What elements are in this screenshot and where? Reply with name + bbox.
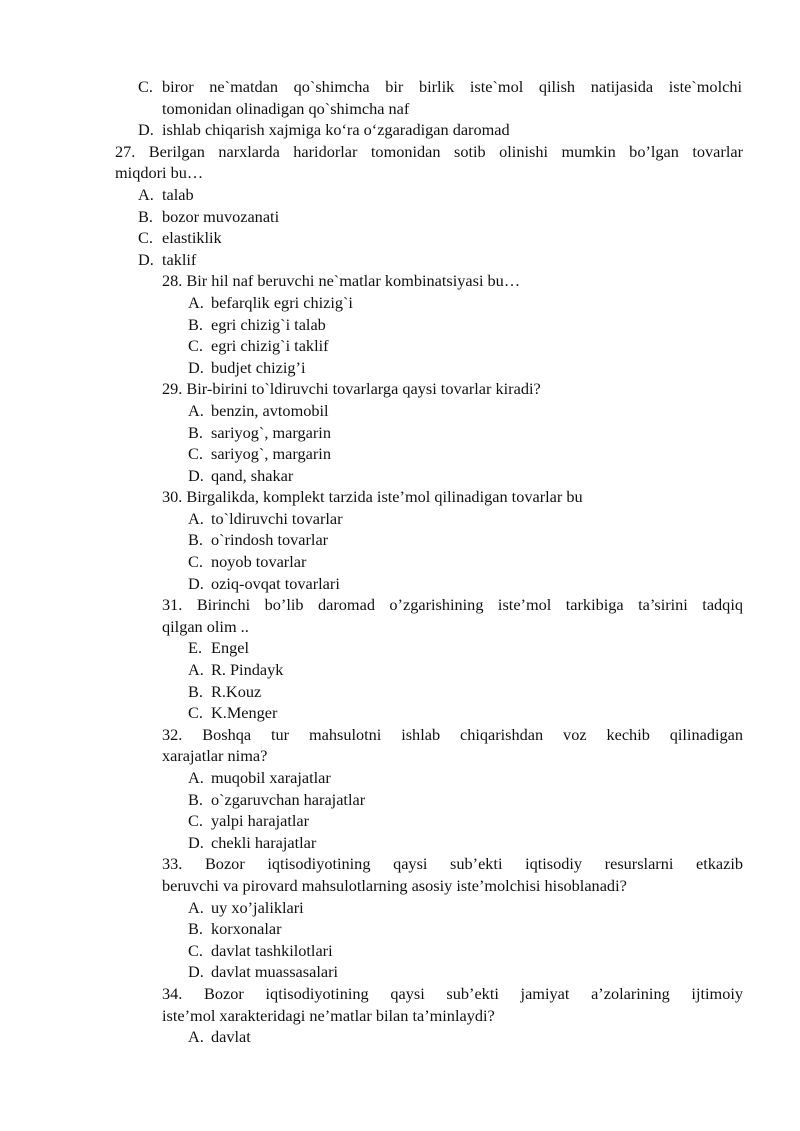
question-text: 34. Bozor iqtisodiyotining qaysi sub’ekti jamiyat a’zolarining ijtimoiy xyxy=(162,983,743,1003)
option-text: Engel xyxy=(211,638,249,658)
option-letter: C. xyxy=(188,336,203,356)
answer-option xyxy=(0,292,800,314)
option-letter: C. xyxy=(188,940,203,960)
option-text: to`ldiruvchi tovarlar xyxy=(211,508,343,528)
answer-option xyxy=(0,702,800,724)
question-line xyxy=(0,486,800,508)
option-letter: A. xyxy=(188,508,204,528)
answer-option xyxy=(0,1026,800,1048)
question-text: 29. Bir-birini to`ldiruvchi tovarlarga qaysi tovarlar kiradi? xyxy=(162,379,541,399)
question-line xyxy=(0,141,800,163)
question-text: beruvchi va pirovard mahsulotlarning asosiy iste’molchisi hisoblanadi? xyxy=(162,875,627,895)
option-letter: B. xyxy=(188,422,203,442)
answer-option xyxy=(0,918,800,940)
option-letter: C. xyxy=(188,552,203,572)
option-letter: A. xyxy=(188,292,204,312)
option-text: korxonalar xyxy=(211,919,282,939)
option-text: davlat tashkilotlari xyxy=(211,940,333,960)
answer-option xyxy=(0,206,800,228)
option-letter: A. xyxy=(188,1027,204,1047)
answer-option xyxy=(0,551,800,573)
question-line xyxy=(0,853,800,875)
option-text: biror ne`matdan qo`shimcha bir birlik iste`mol qilish natijasida iste`molchi xyxy=(162,77,742,96)
answer-option xyxy=(0,443,800,465)
question-text: 28. Bir hil naf beruvchi ne`matlar kombinatsiyasi bu… xyxy=(162,271,521,291)
answer-option xyxy=(0,529,800,551)
option-text: K.Menger xyxy=(211,703,278,723)
option-letter: B. xyxy=(188,530,203,550)
option-continuation xyxy=(0,98,800,120)
question-text: iste’mol xarakteridagi ne’matlar bilan ta’minlaydi? xyxy=(162,1005,495,1025)
option-text: ishlab chiqarish xajmiga ko‘ra o‘zgaradigan daromad xyxy=(162,120,510,140)
question-text: 30. Birgalikda, komplekt tarzida iste’mol qilinadigan tovarlar bu xyxy=(162,487,583,507)
answer-option xyxy=(0,249,800,271)
option-letter: D. xyxy=(138,120,154,140)
option-text: uy xo’jaliklari xyxy=(211,897,304,917)
option-text: davlat muassasalari xyxy=(211,962,339,982)
option-text: talab xyxy=(162,184,194,204)
question-text: 27. Berilgan narxlarda haridorlar tomonidan sotib olinishi mumkin bo’lgan tovarlar xyxy=(115,141,743,161)
option-letter: B. xyxy=(188,681,203,701)
option-letter: D. xyxy=(188,465,204,485)
question-line xyxy=(0,724,800,746)
option-letter: A. xyxy=(188,400,204,420)
document-page xyxy=(0,76,800,1048)
answer-option xyxy=(0,637,800,659)
option-text: budjet chizig’i xyxy=(211,357,306,377)
option-letter: C. xyxy=(138,228,153,248)
option-letter: D. xyxy=(188,832,204,852)
answer-option xyxy=(0,789,800,811)
option-letter: B. xyxy=(138,206,153,226)
option-text: egri chizig`i talab xyxy=(211,314,326,334)
answer-option xyxy=(0,400,800,422)
answer-option xyxy=(0,508,800,530)
answer-option xyxy=(0,357,800,379)
option-letter: A. xyxy=(188,768,204,787)
option-letter: A. xyxy=(188,660,204,680)
answer-option xyxy=(0,314,800,336)
question-text: xarajatlar nima? xyxy=(162,746,268,766)
answer-option xyxy=(0,767,800,789)
answer-option xyxy=(0,573,800,595)
option-letter: C. xyxy=(138,77,153,96)
option-letter: A. xyxy=(188,897,204,917)
question-line xyxy=(0,378,800,400)
option-letter: C. xyxy=(188,444,203,464)
question-line xyxy=(0,616,800,638)
option-text: qand, shakar xyxy=(211,465,294,485)
answer-option xyxy=(0,961,800,983)
answer-option xyxy=(0,335,800,357)
option-letter: C. xyxy=(188,811,203,831)
option-text: R.Kouz xyxy=(211,681,262,701)
answer-option xyxy=(0,897,800,919)
option-text: bozor muvozanati xyxy=(162,206,280,226)
option-text: benzin, avtomobil xyxy=(211,400,329,420)
question-line xyxy=(0,270,800,292)
option-text: oziq-ovqat tovarlari xyxy=(211,573,340,593)
option-text: muqobil xarajatlar xyxy=(211,768,331,787)
option-text: o`rindosh tovarlar xyxy=(211,530,329,550)
option-letter: C. xyxy=(188,703,203,723)
option-letter: D. xyxy=(188,962,204,982)
answer-option xyxy=(0,681,800,703)
option-text: o`zgaruvchan harajatlar xyxy=(211,789,366,809)
option-text: R. Pindayk xyxy=(211,660,284,680)
question-line xyxy=(0,162,800,184)
option-letter: B. xyxy=(188,919,203,939)
option-text: sariyog`, margarin xyxy=(211,422,331,442)
question-line xyxy=(0,983,800,1005)
option-letter: D. xyxy=(188,573,204,593)
option-text: egri chizig`i taklif xyxy=(211,336,329,356)
option-text: yalpi harajatlar xyxy=(211,811,310,831)
question-text: 32. Boshqa tur mahsulotni ishlab chiqarishdan voz kechib qilinadigan xyxy=(162,724,743,744)
option-text: davlat xyxy=(211,1027,251,1047)
question-line xyxy=(0,875,800,897)
question-text: miqdori bu… xyxy=(115,163,204,183)
answer-option xyxy=(0,227,800,249)
option-text: sariyog`, margarin xyxy=(211,444,331,464)
option-letter: E. xyxy=(188,638,203,658)
option-text: chekli harajatlar xyxy=(211,832,317,852)
answer-option xyxy=(0,832,800,854)
question-line xyxy=(0,745,800,767)
answer-option xyxy=(0,422,800,444)
option-letter: A. xyxy=(138,184,154,204)
answer-option xyxy=(0,465,800,487)
question-text: 31. Birinchi bo’lib daromad o’zgarishining iste’mol tarkibiga ta’sirini tadqiq xyxy=(162,595,743,615)
option-letter: D. xyxy=(188,357,204,377)
question-text: qilgan olim .. xyxy=(162,616,249,636)
option-letter: D. xyxy=(138,249,154,269)
option-text: taklif xyxy=(162,249,197,269)
option-letter: B. xyxy=(188,314,203,334)
answer-option xyxy=(0,184,800,206)
question-line xyxy=(0,594,800,616)
option-text: befarqlik egri chizig`i xyxy=(211,292,353,312)
question-text: 33. Bozor iqtisodiyotining qaysi sub’ekti iqtisodiy resurslarni etkazib xyxy=(162,854,743,874)
answer-option xyxy=(0,659,800,681)
answer-option xyxy=(0,76,800,98)
option-text: noyob tovarlar xyxy=(211,552,307,572)
option-letter: B. xyxy=(188,789,203,809)
answer-option xyxy=(0,810,800,832)
option-text: tomonidan olinadigan qo`shimcha naf xyxy=(162,98,410,118)
answer-option xyxy=(0,940,800,962)
option-text: elastiklik xyxy=(162,228,222,248)
answer-option xyxy=(0,119,800,141)
question-line xyxy=(0,1005,800,1027)
